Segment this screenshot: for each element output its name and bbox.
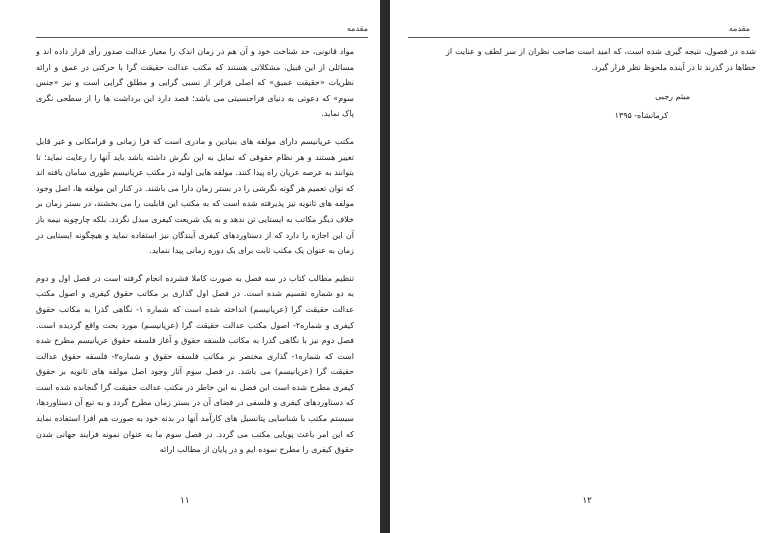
page-body	[36, 44, 354, 470]
page-number: ۱۲	[582, 496, 592, 506]
header-rule	[36, 37, 368, 38]
paragraph: شده در فصول، نتیجه گیری شده است، که امید است صاحب نظران از سر لطف و عنایت از خطاها در گذرند تا در آینده ملحوظ نظر قرار گیرد.	[446, 47, 756, 72]
paragraph: مکتب عریانیسم دارای مولفه های بنیادین و مادری است که فرا زمانی و فرامکانی و غیر قابل تغییر هستند و هر نظام حقوقی که تمایل به این نگرش داشته باشد باید آنها را رعایت نماید؛ تا بتوانند به عرصه عریان راه پیدا کنند. مولفه هایی اولیه در مکتب عریانیسم طوری سامان یافته اند که توان تعمیم هر گونه نگرشی را در بستر زمان دارا می باشند. در کنار این مولفه ها، اصل وجود مولفه های ثانویه نیز پذیرفته شده است که به مکتب این قابلیت را می بخشند، در بستر زمان بر خلاف دیگر مکاتب به ایستایی تن ندهد و به یک شریعت کیفری مبدل نگردد. بلکه چارچوبه نیمه باز آن این اجازه را دارد که از دستاوردهای کیفری آیندگان نیز استفاده نماید و هیچگونه ایستایی در زمان به عنوان یک مکتب ثابت برای یک دوره زمانی پیدا ننماید.	[36, 136, 354, 256]
right-page	[390, 0, 768, 533]
author-signature: میثم رجبی	[655, 92, 690, 101]
place-and-year: کرمانشاه- ۱۳۹۵	[614, 111, 668, 120]
page-number: ۱۱	[180, 496, 190, 506]
page-header: مقدمه	[346, 24, 368, 33]
header-rule	[408, 37, 750, 38]
paragraph: تنظیم مطالب کتاب در سه فصل به صورت کاملا فشرده انجام گرفته است در فصل اول و دوم به دو شماره تقسیم شده است. در فصل اول گذاری بر مکاتب حقوق کیفری و اصول مکتب عدالت حقیقت گرا (عریانیسم) انداخته شده است که شماره ۱- نگاهی گذرا به مکاتب حقوق کیفری و شماره۲- اصول مکتب عدالت حقیقت گرا (عریانیسم) مورد بحث واقع گردیده است. فصل دوم نیز با نگاهی گذرا به مکاتب فلسفه حقوق و آغاز فلسفه حقوق عریانیسم مطرح شده است که شماره۱- گذاری مختصر بر مکاتب فلسفه حقوق و شماره۲- فلسفه حقوق عدالت حقیقت گرا (عریانیسم) می باشد. در فصل سوم آثار وجود اصل مولفه های ثانویه بر حقوق کیفری مطرح شده است این فصل به این خاطر در مکتب عدالت حقیقت گرا گنجانده شده است که دستاوردهای کیفری و فلسفی در فضای آن در بستر زمان مطرح گردد و به تبع آن دستاوردها، سیستم مکتب با شناسایی پتانسیل های کارآمد آنها در بدنه خود به صورت هم افزا استفاده نماید که این امر باعث پویایی مکتب می گردد. در فصل سوم ما به عنوان نمونه فرایند جهانی شدن حقوق کیفری را مطرح نموده ایم و در پایان از مطالب ارائه	[36, 273, 355, 455]
page-gutter	[380, 0, 390, 533]
page-body	[446, 44, 756, 87]
page-header: مقدمه	[728, 24, 750, 33]
paragraph: مواد قانونی، حد شناخت خود و آن هم در زمان اندک را معیار عدالت صدور رأی قرار داده اند و مسائلی از این قبیل، مشکلاتی هستند که مکتب عدالت حقیقت گرا با حرکتی در عمق و ارائه نظریات «حقیقت عمیق» که اصلی فراتر از نسبی گرایی و مطلق گرایی است و نیز «جنس سوم» که دعوتی به دنیای فراجنسیتی می باشد؛ قصد دارد این برداشت ها را از سطحی نگری پاک نماید.	[36, 47, 354, 119]
left-page	[0, 0, 380, 533]
